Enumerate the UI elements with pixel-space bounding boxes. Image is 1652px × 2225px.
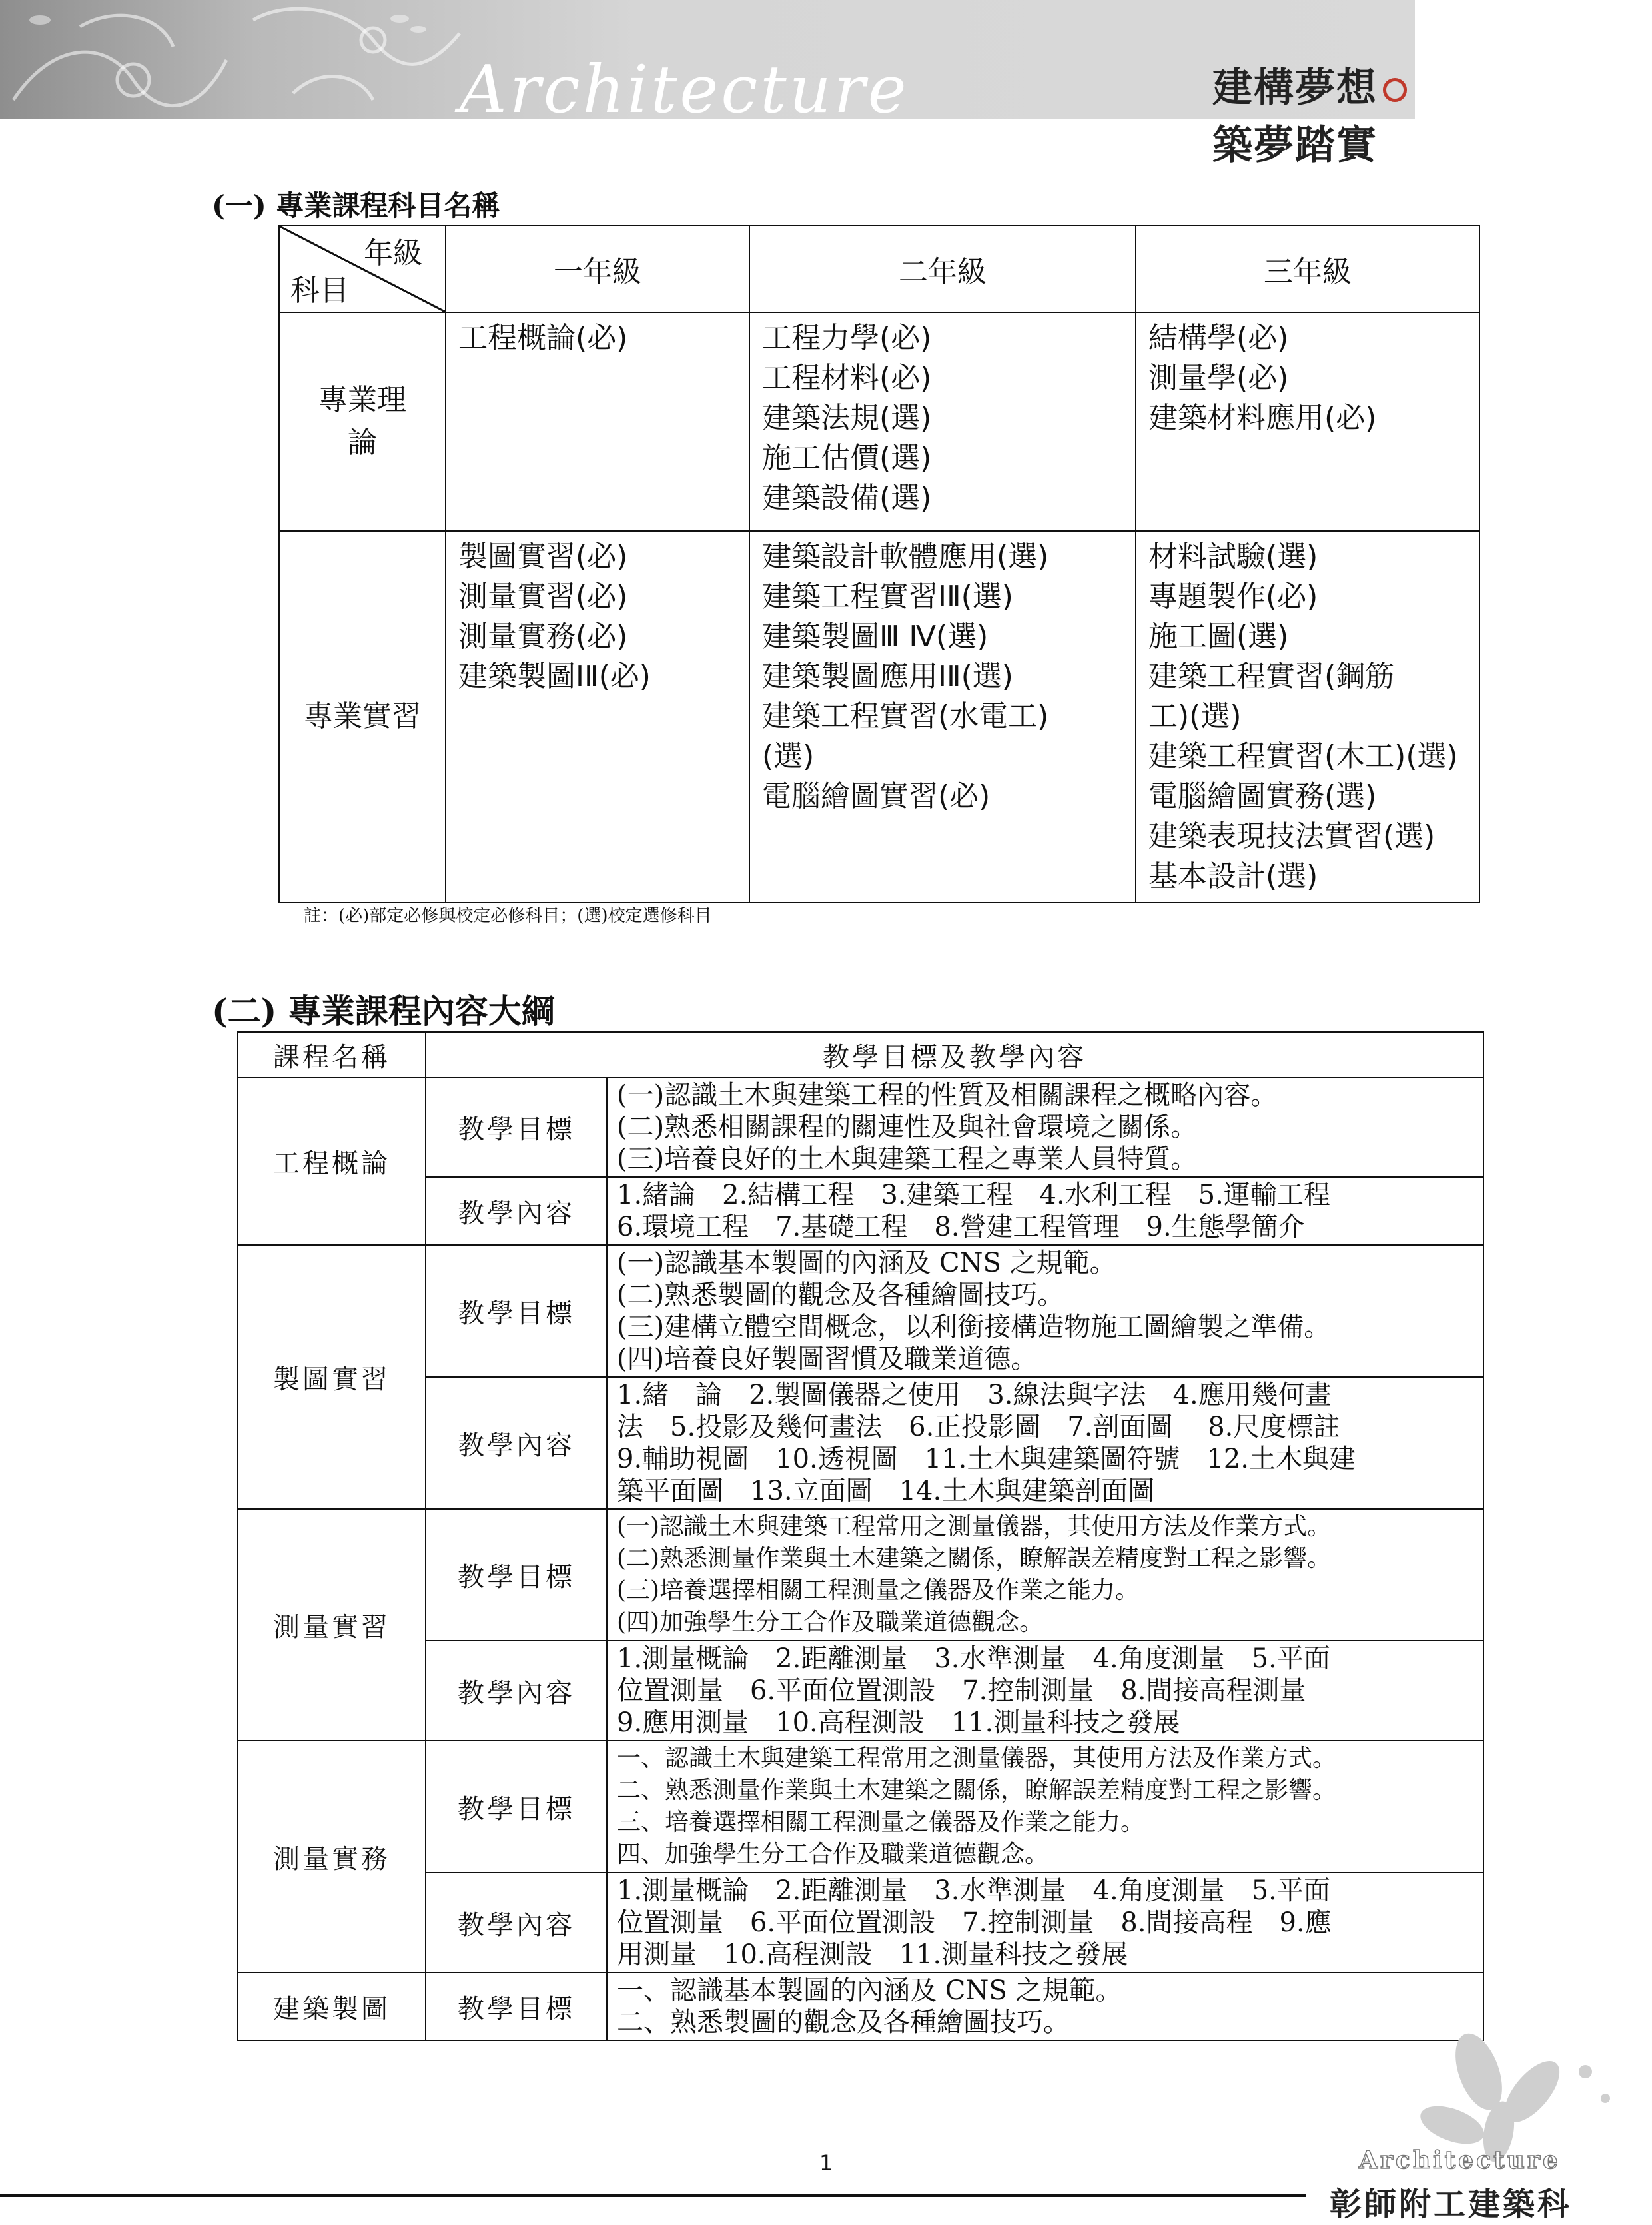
list-item: 測量學(必) [1148, 361, 1289, 395]
list-item: 築平面圖 13.立面圖 14.土木與建築剖面圖 [617, 1476, 1155, 1506]
list-item: (二)熟悉測量作業與土木建築之關係，瞭解誤差精度對工程之影響。 [617, 1545, 1332, 1572]
list-item: 材料試驗(選) [1148, 540, 1318, 574]
list-item: 建築設備(選) [762, 481, 932, 515]
list-item: 電腦繪圖實習(必) [762, 779, 991, 813]
year2-cell [749, 531, 1136, 903]
list-item: 建築工程實習ⅠⅡ(選) [762, 580, 1013, 614]
list-item: 9.應用測量 10.高程測設 11.測量科技之發展 [617, 1707, 1180, 1738]
list-item: 結構學(必) [1148, 321, 1289, 355]
content-content [607, 1177, 1483, 1245]
footer-architecture-wordmark: Architecture [1359, 2146, 1561, 2174]
list-item: 6.環境工程 7.基礎工程 8.營建工程管理 9.生態學簡介 [617, 1212, 1305, 1242]
content-label: 教學內容 [426, 1377, 607, 1509]
corner-grade-label: 年級 [364, 236, 422, 270]
footer-school-name: 彰師附工建築科 [1330, 2186, 1573, 2223]
list-item: 電腦繪圖實務(選) [1148, 779, 1377, 813]
list-item: 三、培養選擇相關工程測量之儀器及作業之能力。 [617, 1809, 1145, 1836]
list-item: 工)(選) [1148, 699, 1242, 733]
goal-label: 教學目標 [426, 1509, 607, 1641]
goal-label: 教學目標 [426, 1973, 607, 2040]
slogan-right: 築夢踏實 [1212, 122, 1378, 169]
list-item: (三)培養良好的土木與建築工程之專業人員特質。 [617, 1144, 1198, 1174]
list-item: 建築製圖ⅠⅡ(必) [458, 660, 651, 693]
list-item: 建築設計軟體應用(選) [762, 540, 1049, 574]
list-item: 二、熟悉測量作業與土木建築之關係，瞭解誤差精度對工程之影響。 [617, 1777, 1337, 1804]
year3-cell [1136, 531, 1479, 903]
content-content [607, 1873, 1483, 1973]
list-item: (二)熟悉製圖的觀念及各種繪圖技巧。 [617, 1280, 1064, 1310]
year1-cell [446, 531, 749, 903]
header-goals-content: 教學目標及教學內容 [426, 1032, 1483, 1077]
list-item: 一、認識基本製圖的內涵及 CNS 之規範。 [617, 1975, 1122, 2006]
list-item: 工程概論(必) [458, 321, 628, 355]
list-item: 法 5.投影及幾何畫法 6.正投影圖 7.剖面圖 8.尺度標註 [617, 1412, 1340, 1442]
list-item: 二、熟悉製圖的觀念及各種繪圖技巧。 [617, 2007, 1070, 2038]
architecture-script-title: Architecture [460, 52, 909, 128]
list-item: 位置測量 6.平面位置測設 7.控制測量 8.間接高程 9.應 [617, 1907, 1332, 1938]
list-item: 1.測量概論 2.距離測量 3.水準測量 4.角度測量 5.平面 [617, 1643, 1330, 1674]
list-item: (三)培養選擇相關工程測量之儀器及作業之能力。 [617, 1577, 1140, 1604]
content-content [607, 1641, 1483, 1741]
section1-title: (一) 專業課程科目名稱 [212, 189, 500, 222]
list-item: 1.測量概論 2.距離測量 3.水準測量 4.角度測量 5.平面 [617, 1875, 1330, 1906]
list-item: 製圖實習(必) [458, 540, 628, 574]
floral-ornament-icon [0, 0, 466, 119]
list-item: 建築材料應用(必) [1148, 401, 1377, 435]
goal-label: 教學目標 [426, 1741, 607, 1873]
list-item: 工程力學(必) [762, 321, 932, 355]
table-note: 註：(必)部定必修與校定必修科目；(選)校定選修科目 [304, 906, 712, 926]
slogan-left: 建構夢想 [1212, 65, 1378, 111]
goal-content [607, 1741, 1483, 1873]
course-name: 工程概論 [238, 1077, 426, 1245]
list-item: 建築製圖應用ⅠⅡ(選) [762, 660, 1013, 693]
list-item: (二)熟悉相關課程的關連性及與社會環境之關係。 [617, 1112, 1198, 1142]
year3-cell [1136, 312, 1479, 531]
course-name: 測量實習 [238, 1509, 426, 1741]
column-header-year1: 一年級 [446, 226, 749, 312]
category-cell [279, 312, 446, 531]
list-item: 基本設計(選) [1148, 859, 1318, 893]
list-item: (四)培養良好製圖習慣及職業道德。 [617, 1344, 1038, 1374]
list-item: 建築工程實習(水電工) [762, 699, 1049, 733]
course-outline-table [237, 1031, 1484, 2041]
list-item: 測量實習(必) [458, 580, 628, 614]
goal-label: 教學目標 [426, 1245, 607, 1377]
course-name: 製圖實習 [238, 1245, 426, 1509]
list-item: 建築工程實習(鋼筋 [1148, 660, 1395, 693]
header-banner [0, 0, 1415, 169]
slogan [1212, 56, 1415, 171]
header-course-name: 課程名稱 [238, 1032, 426, 1077]
course-name: 建築製圖 [238, 1973, 426, 2040]
goal-content [607, 1973, 1483, 2040]
list-item: 施工估價(選) [762, 441, 932, 475]
year1-cell [446, 312, 749, 531]
list-item: 位置測量 6.平面位置測設 7.控制測量 8.間接高程測量 [617, 1675, 1306, 1706]
list-item: 施工圖(選) [1148, 620, 1289, 654]
list-item: 1.緒論 2.結構工程 3.建築工程 4.水利工程 5.運輸工程 [617, 1180, 1330, 1210]
goal-label: 教學目標 [426, 1077, 607, 1177]
content-label: 教學內容 [426, 1641, 607, 1741]
category-label: 專業理論 [318, 383, 406, 460]
list-item: 1.緒 論 2.製圖儀器之使用 3.線法與字法 4.應用幾何畫 [617, 1380, 1332, 1410]
list-item: 建築表現技法實習(選) [1148, 819, 1436, 853]
list-item: 建築製圖Ⅲ Ⅳ(選) [762, 620, 989, 654]
list-item: 建築工程實習(木工)(選) [1148, 739, 1458, 773]
list-item: 測量實務(必) [458, 620, 628, 654]
list-item: 建築法規(選) [762, 401, 932, 435]
list-item: (三)建構立體空間概念，以利銜接構造物施工圖繪製之準備。 [617, 1312, 1331, 1342]
content-label: 教學內容 [426, 1177, 607, 1245]
ring-icon [1383, 78, 1407, 102]
goal-content [607, 1245, 1483, 1377]
list-item: (選) [762, 739, 815, 773]
course-subject-table [278, 225, 1480, 903]
list-item: (一)認識基本製圖的內涵及 CNS 之規範。 [617, 1248, 1116, 1278]
content-content [607, 1377, 1483, 1509]
goal-content [607, 1509, 1483, 1641]
list-item: 用測量 10.高程測設 11.測量科技之發展 [617, 1939, 1128, 1970]
corner-header [279, 226, 446, 312]
footer-divider [0, 2194, 1306, 2197]
column-header-year3: 三年級 [1136, 226, 1479, 312]
list-item: 專題製作(必) [1148, 580, 1318, 614]
column-header-year2: 二年級 [749, 226, 1136, 312]
goal-content [607, 1077, 1483, 1177]
list-item: 工程材料(必) [762, 361, 932, 395]
category-cell [279, 531, 446, 903]
list-item: 一、認識土木與建築工程常用之測量儀器，其使用方法及作業方式。 [617, 1745, 1337, 1772]
corner-subject-label: 科目 [290, 274, 349, 308]
category-label: 專業實習 [304, 699, 421, 733]
list-item: 四、加強學生分工合作及職業道德觀念。 [617, 1841, 1049, 1868]
list-item: 9.輔助視圖 10.透視圖 11.土木與建築圖符號 12.土木與建 [617, 1444, 1356, 1474]
list-item: (一)認識土木與建築工程常用之測量儀器，其使用方法及作業方式。 [617, 1513, 1332, 1540]
section2-title: (二) 專業課程內容大綱 [212, 991, 555, 1031]
course-name: 測量實務 [238, 1741, 426, 1973]
page-number: 1 [819, 2150, 833, 2176]
list-item: (四)加強學生分工合作及職業道德觀念。 [617, 1609, 1044, 1636]
list-item: (一)認識土木與建築工程的性質及相關課程之概略內容。 [617, 1080, 1278, 1111]
content-label: 教學內容 [426, 1873, 607, 1973]
year2-cell [749, 312, 1136, 531]
